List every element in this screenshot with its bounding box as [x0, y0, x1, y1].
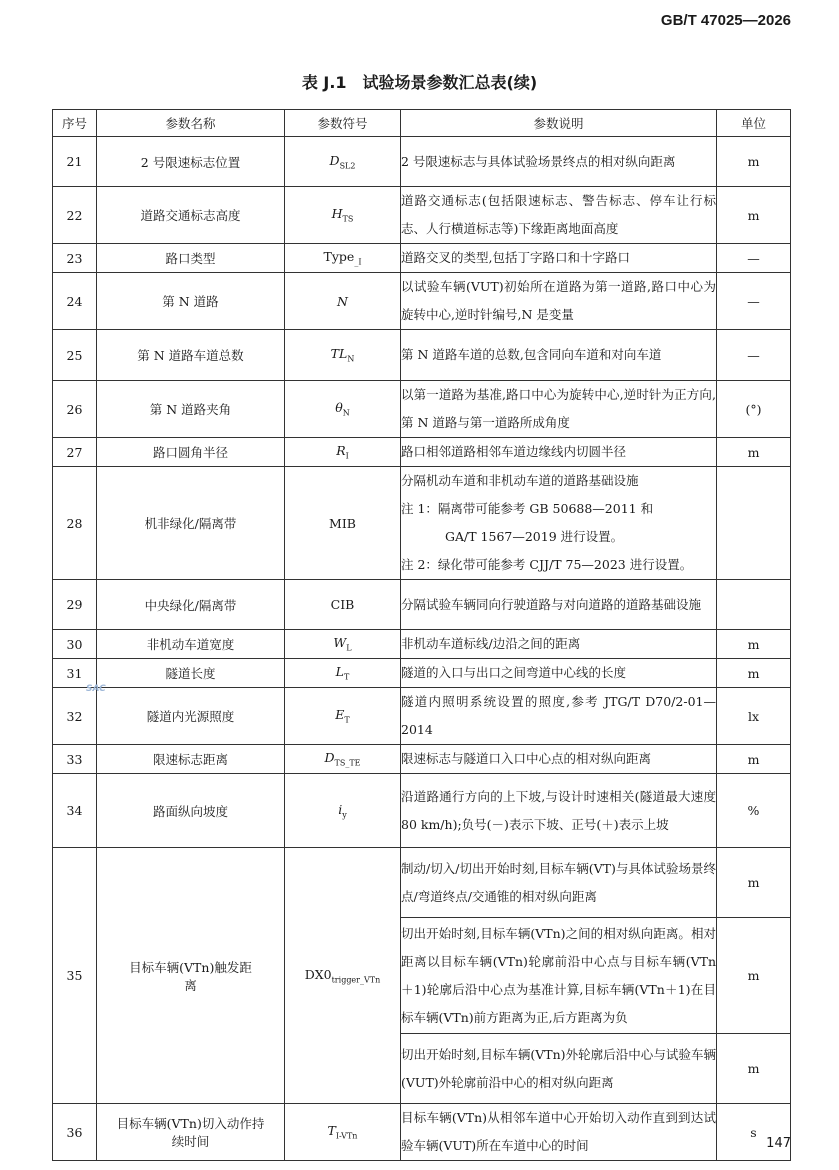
- param-description: 隧道的入口与出口之间弯道中心线的长度: [401, 659, 717, 688]
- param-symbol: Type: [323, 249, 355, 265]
- param-description: 目标车辆(VTn)从相邻车道中心开始切入动作直到到达试验车辆(VUT)所在车道中心的时间: [401, 1104, 717, 1161]
- table-row: [53, 688, 791, 745]
- param-symbol: CIB: [330, 597, 355, 612]
- table-row: [53, 659, 791, 688]
- page-number: 147: [766, 1136, 791, 1151]
- parameter-table: [52, 109, 791, 1161]
- table-row: [53, 187, 791, 244]
- param-symbol-subscript: N: [347, 354, 355, 364]
- param-symbol-cell: [285, 630, 401, 659]
- param-description: 路口相邻道路相邻车道边缘线内切圆半径: [401, 438, 717, 467]
- param-symbol-cell: [285, 244, 401, 273]
- row-number: 25: [53, 330, 97, 381]
- param-unit: m: [717, 137, 791, 187]
- row-number: 22: [53, 187, 97, 244]
- description-line: 分隔机动车道和非机动车道的道路基础设施: [401, 473, 639, 488]
- param-symbol-cell: [285, 273, 401, 330]
- param-symbol: E: [335, 707, 345, 723]
- param-symbol-cell: [285, 774, 401, 848]
- param-symbol-cell: [285, 688, 401, 745]
- description-line: 注 2：绿化带可能参考 CJJ/T 75—2023 进行设置。: [401, 557, 693, 572]
- param-symbol: N: [337, 293, 348, 309]
- param-symbol-cell: [285, 137, 401, 187]
- table-row: [53, 244, 791, 273]
- param-description: 切出开始时刻,目标车辆(VTn)外轮廓后沿中心与试验车辆(VUT)外轮廓前沿中心的相对纵向距离: [401, 1034, 717, 1104]
- table-row: [53, 848, 791, 918]
- param-name: 目标车辆(VTn)切入动作持续时间: [97, 1104, 285, 1161]
- row-number: 31: [53, 659, 97, 688]
- param-symbol-subscript: I: [345, 451, 349, 461]
- param-symbol: R: [336, 443, 346, 459]
- header-row: [53, 110, 791, 137]
- param-unit: m: [717, 630, 791, 659]
- row-number: 27: [53, 438, 97, 467]
- param-symbol-subscript: TS_TE: [334, 758, 361, 768]
- row-number: 30: [53, 630, 97, 659]
- param-symbol-cell: [285, 580, 401, 630]
- param-unit: (°): [717, 381, 791, 438]
- param-unit: m: [717, 1034, 791, 1104]
- param-symbol-cell: [285, 848, 401, 1104]
- param-name: 隧道长度: [97, 659, 285, 688]
- param-description: 制动/切入/切出开始时刻,目标车辆(VT)与具体试验场景终点/弯道终点/交通锥的相对纵向距离: [401, 848, 717, 918]
- table-row: [53, 774, 791, 848]
- param-name: 目标车辆(VTn)触发距离: [97, 848, 285, 1104]
- param-unit: m: [717, 187, 791, 244]
- param-name: 第 N 道路车道总数: [97, 330, 285, 381]
- param-unit: m: [717, 745, 791, 774]
- param-unit: m: [717, 659, 791, 688]
- row-number: 29: [53, 580, 97, 630]
- param-description: 分隔试验车辆同向行驶道路与对向道路的道路基础设施: [401, 580, 717, 630]
- param-symbol: θ: [335, 400, 343, 416]
- param-symbol-cell: [285, 745, 401, 774]
- table-row: [53, 1104, 791, 1161]
- param-unit: m: [717, 918, 791, 1034]
- param-symbol: MIB: [329, 515, 356, 531]
- row-number: 28: [53, 467, 97, 580]
- param-symbol-subscript: y: [342, 810, 347, 820]
- param-symbol: W: [333, 635, 347, 651]
- param-name: 中央绿化/隔离带: [97, 580, 285, 630]
- param-unit: lx: [717, 688, 791, 745]
- standard-code: GB/T 47025—2026: [660, 12, 791, 29]
- param-name: 路口类型: [97, 244, 285, 273]
- table-row: [53, 745, 791, 774]
- param-symbol-cell: [285, 330, 401, 381]
- table-title: 表 J.1 试验场景参数汇总表(续): [301, 73, 538, 92]
- param-name: 路口圆角半径: [97, 438, 285, 467]
- param-symbol-subscript: N: [342, 408, 350, 418]
- param-symbol-subscript: I-VTn: [335, 1131, 358, 1141]
- param-name: 道路交通标志高度: [97, 187, 285, 244]
- col-header-symbol: 参数符号: [285, 110, 401, 137]
- param-name: 机非绿化/隔离带: [97, 467, 285, 580]
- param-symbol-subscript: L: [346, 643, 352, 653]
- param-unit: m: [717, 438, 791, 467]
- param-symbol-cell: [285, 438, 401, 467]
- param-symbol: i: [338, 801, 343, 817]
- param-description: 限速标志与隧道口入口中心点的相对纵向距离: [401, 745, 717, 774]
- description-line: 注 1：隔离带可能参考 GB 50688—2011 和: [401, 501, 654, 516]
- param-symbol-subscript: SL2: [339, 161, 356, 171]
- param-symbol: DX0: [304, 966, 332, 982]
- col-header-no: 序号: [53, 110, 97, 137]
- param-name: 非机动车道宽度: [97, 630, 285, 659]
- param-symbol: D: [324, 750, 335, 766]
- watermark-logo: SAC: [86, 684, 106, 694]
- param-description: 2 号限速标志与具体试验场景终点的相对纵向距离: [401, 137, 717, 187]
- row-number: 35: [53, 848, 97, 1104]
- param-description: [401, 467, 717, 580]
- table-row: [53, 580, 791, 630]
- table-row: [53, 273, 791, 330]
- param-description: 道路交叉的类型,包括丁字路口和十字路口: [401, 244, 717, 273]
- param-symbol-subscript: T: [344, 715, 350, 725]
- param-symbol-subscript: _I: [354, 257, 362, 267]
- row-number: 36: [53, 1104, 97, 1161]
- description-line: GA/T 1567—2019 进行设置。: [445, 529, 624, 544]
- param-symbol-subscript: TS: [342, 214, 354, 224]
- param-name: 第 N 道路夹角: [97, 381, 285, 438]
- param-name: 路面纵向坡度: [97, 774, 285, 848]
- param-description: 第 N 道路车道的总数,包含同向车道和对向车道: [401, 330, 717, 381]
- param-description: 以试验车辆(VUT)初始所在道路为第一道路,路口中心为旋转中心,逆时针编号,N 是变量: [401, 273, 717, 330]
- param-symbol: H: [331, 206, 343, 222]
- row-number: 32: [53, 688, 97, 745]
- table-row: [53, 330, 791, 381]
- param-description: 切出开始时刻,目标车辆(VTn)之间的相对纵向距离。相对距离以目标车辆(VTn)轮廓前沿中心点与目标车辆(VTn＋1)轮廓后沿中心点为基准计算,目标车辆(VTn＋1)在目标车辆(VTn)前方距离为正,后方距离为负: [401, 918, 717, 1034]
- param-symbol-subscript: T: [343, 672, 350, 682]
- param-name: 限速标志距离: [97, 745, 285, 774]
- param-unit: %: [717, 774, 791, 848]
- param-unit: [717, 580, 791, 630]
- param-symbol-subscript: trigger_VTn: [331, 975, 381, 985]
- table-row: [53, 630, 791, 659]
- param-symbol: D: [329, 152, 340, 168]
- param-unit: [717, 467, 791, 580]
- col-header-description: 参数说明: [401, 110, 717, 137]
- param-name: 隧道内光源照度: [97, 688, 285, 745]
- row-number: 23: [53, 244, 97, 273]
- param-symbol-cell: [285, 187, 401, 244]
- row-number: 34: [53, 774, 97, 848]
- col-header-name: 参数名称: [97, 110, 285, 137]
- param-symbol: T: [327, 1123, 336, 1139]
- param-unit: m: [717, 848, 791, 918]
- table-row: [53, 438, 791, 467]
- table-row: [53, 467, 791, 580]
- param-description: 沿道路通行方向的上下坡,与设计时速相关(隧道最大速度 80 km/h);负号(－)表示下坡、正号(＋)表示上坡: [401, 774, 717, 848]
- table-row: [53, 137, 791, 187]
- row-number: 26: [53, 381, 97, 438]
- param-unit: s: [717, 1104, 791, 1161]
- param-description: 非机动车道标线/边沿之间的距离: [401, 630, 717, 659]
- param-symbol-cell: [285, 659, 401, 688]
- param-symbol: L: [335, 664, 344, 680]
- param-description: 隧道内照明系统设置的照度,参考 JTG/T D70/2-01—2014: [401, 688, 717, 745]
- col-header-unit: 单位: [717, 110, 791, 137]
- param-symbol-cell: [285, 467, 401, 580]
- param-unit: —: [717, 330, 791, 381]
- param-unit: —: [717, 273, 791, 330]
- param-description: 以第一道路为基准,路口中心为旋转中心,逆时针为正方向,第 N 道路与第一道路所成角度: [401, 381, 717, 438]
- table-row: [53, 381, 791, 438]
- row-number: 24: [53, 273, 97, 330]
- param-symbol-cell: [285, 1104, 401, 1161]
- param-name: 第 N 道路: [97, 273, 285, 330]
- param-unit: —: [717, 244, 791, 273]
- param-name: 2 号限速标志位置: [97, 137, 285, 187]
- param-symbol: TL: [330, 346, 348, 362]
- param-description: 道路交通标志(包括限速标志、警告标志、停车让行标志、人行横道标志等)下缘距离地面高度: [401, 187, 717, 244]
- row-number: 33: [53, 745, 97, 774]
- row-number: 21: [53, 137, 97, 187]
- param-symbol-cell: [285, 381, 401, 438]
